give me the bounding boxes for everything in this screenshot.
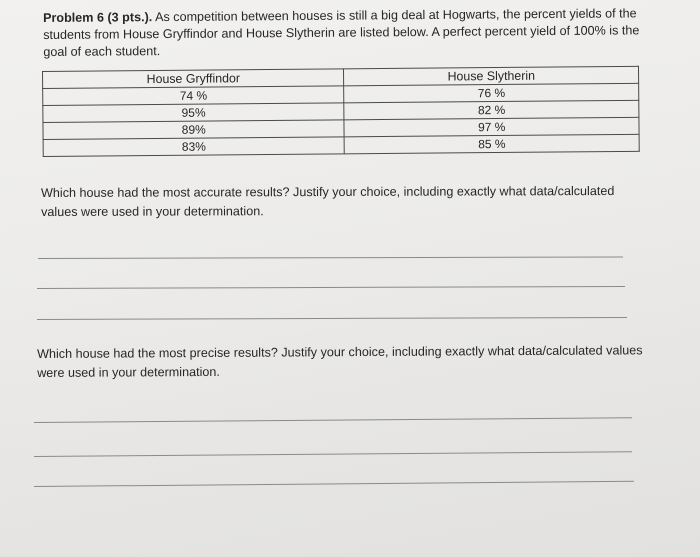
answer-line[interactable] (34, 481, 634, 487)
table-cell: 76 % (344, 83, 639, 103)
table-cell: 89% (43, 120, 345, 140)
answer-line[interactable] (34, 451, 632, 457)
table-cell: 95% (43, 103, 345, 123)
percent-yield-table (42, 66, 640, 157)
problem-text: As competition between houses is still a big deal at Hogwarts, the percent yields of the students from House Gryffindor and House Slytherin are listed below. A perfect percent yield of 100% is the goal of each student. (43, 6, 640, 59)
question-precision: Which house had the most precise results? Justify your choice, including exactly what data/calculated values were used in your determination. (37, 343, 643, 380)
table-cell: 97 % (344, 117, 639, 137)
answer-line[interactable] (37, 286, 625, 289)
answer-line[interactable] (38, 256, 623, 259)
problem-heading: Problem 6 (3 pts.). (43, 10, 153, 25)
column-header-slytherin: House Slytherin (344, 66, 639, 86)
answer-line[interactable] (34, 417, 632, 423)
table-cell: 83% (43, 137, 345, 157)
problem-statement (43, 5, 643, 61)
answer-line[interactable] (37, 317, 627, 320)
table-cell: 85 % (345, 134, 640, 154)
table-cell: 74 % (43, 86, 345, 106)
table-cell: 82 % (344, 100, 639, 120)
column-header-gryffindor: House Gryffindor (43, 69, 345, 89)
question-accuracy: Which house had the most accurate results? Justify your choice, including exactly what data/calculated values were used in your determination. (41, 183, 615, 219)
